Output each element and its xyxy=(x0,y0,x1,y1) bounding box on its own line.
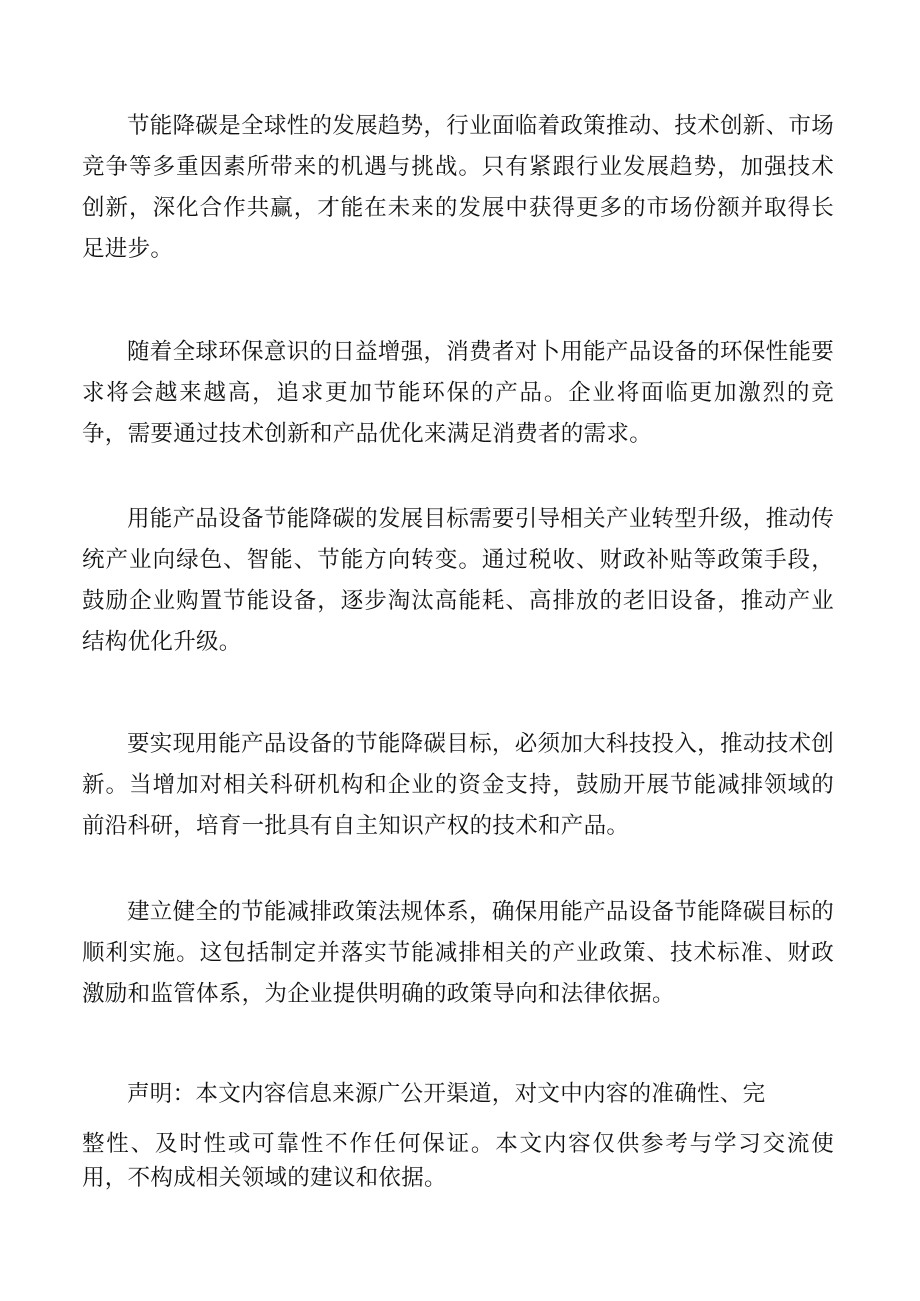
declaration xyxy=(82,1074,834,1195)
declaration-first-line: 声明：本文内容信息来源广公开渠道，对文中内容的准确性、完 xyxy=(127,1081,766,1107)
paragraph-2: 随着全球环保意识的日益增强，消费者对卜用能产品设备的环保性能要求将会越来越高，追求更加节能环保的产品。企业将面临更加激烈的竞争，需要通过技术创新和产品优化来满足消费者的需求。 xyxy=(82,339,834,447)
paragraph-5: 建立健全的节能减排政策法规体系，确保用能产品设备节能降碳目标的顺利实施。这包括制定并落实节能减排相关的产业政策、技术标准、财政激励和监管体系，为企业提供明确的政策导向和法律依据。 xyxy=(82,899,834,1007)
declaration-continuation: 整性、及时性或可靠性不作任何保证。本文内容仅供参考与学习交流使用，不构成相关领域的建议和依据。 xyxy=(82,1131,834,1191)
paragraph-3: 用能产品设备节能降碳的发展目标需要引导相关产业转型升级，推动传统产业向绿色、智能、节能方向转变。通过税收、财政补贴等政策手段，鼓励企业购置节能设备，逐步淘汰高能耗、高排放的老旧设备，推动产业结构优化升级。 xyxy=(82,506,834,655)
paragraph-4: 要实现用能产品设备的节能降碳目标，必须加大科技投入，推动技术创新。当增加对相关科研机构和企业的资金支持，鼓励开展节能减排领域的前沿科研，培育一批具有自主知识产权的技术和产品。 xyxy=(82,731,834,839)
paragraph-1: 节能降碳是全球性的发展趋势，行业面临着政策推动、技术创新、市场竞争等多重因素所带来的机遇与挑战。只有紧跟行业发展趋势，加强技术创新，深化合作共赢，才能在未来的发展中获得更多的市场份额并取得长足进步。 xyxy=(82,113,834,262)
